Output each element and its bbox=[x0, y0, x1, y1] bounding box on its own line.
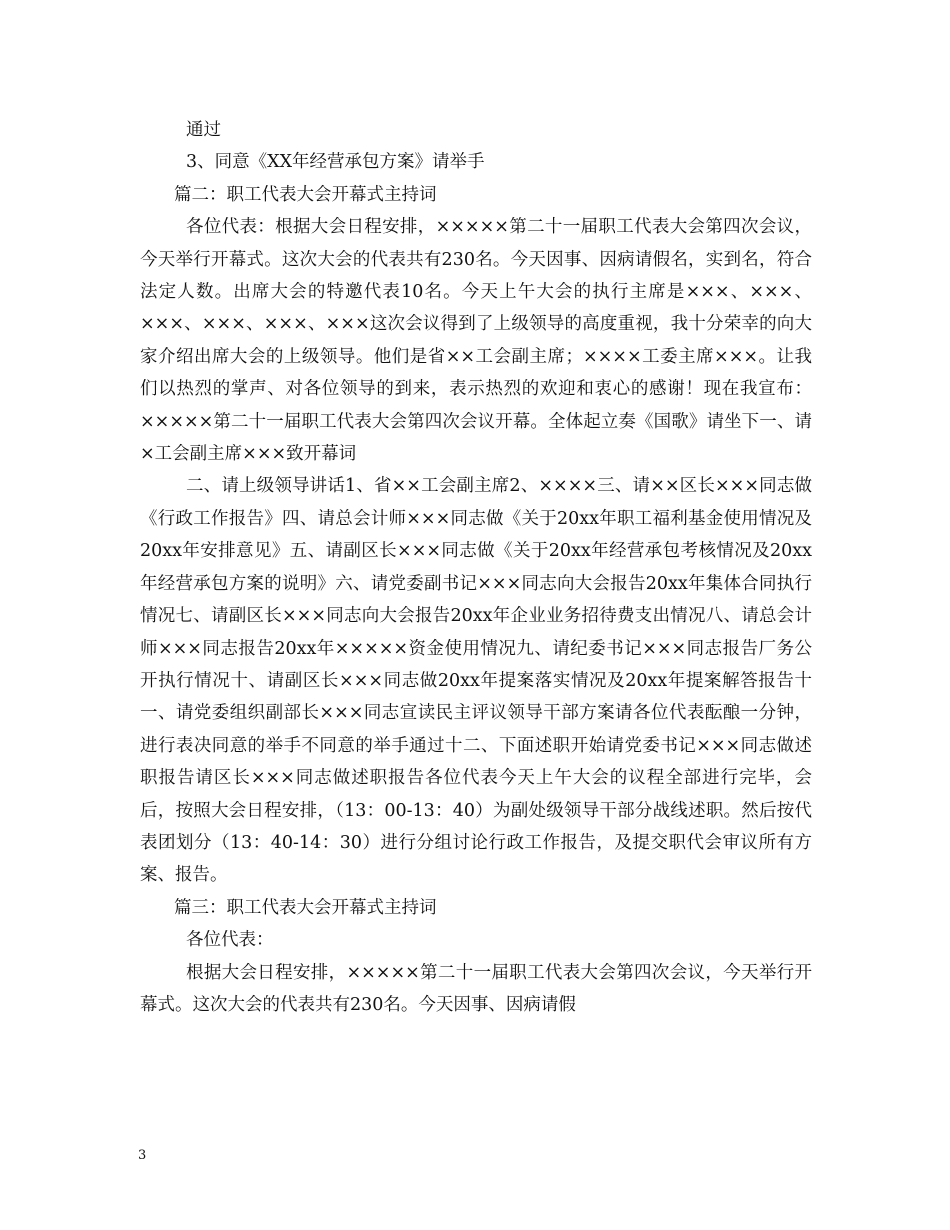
paragraph: 各位代表： bbox=[186, 930, 274, 951]
paragraph: 根据大会日程安排，×××××第二十一届职工代表大会第四次会议，今天举行开幕式。这次大会的代表共有230名。今天因事、因病请假 bbox=[140, 962, 812, 1015]
section-heading: 篇二：职工代表大会开幕式主持词 bbox=[174, 184, 437, 205]
document-body bbox=[140, 114, 812, 1021]
paragraph: 通过 bbox=[186, 120, 221, 140]
page-number: 3 bbox=[138, 1148, 147, 1163]
section-heading: 篇三：职工代表大会开幕式主持词 bbox=[174, 897, 437, 918]
paragraph: 二、请上级领导讲话1、省××工会副主席2、××××三、请××区长×××同志做《行政工作报告》四、请总会计师×××同志做《关于20xx年职工福利基金使用情况及20xx年安排意见》五、请副区长×××同志做《关于20xx年经营承包考核情况及20xx年经营承包方案的说明》六、请党委副书记×××同志向大会报告20xx年集体合同执行情况七、请副区长×××同志向大会报告20xx年企业业务招待费支出情况八、请总会计师×××同志报告20xx年×××××资金使用情况九、请纪委书记×××同志报告厂务公开执行情况十、请副区长×××同志做20xx年提案落实情况及20xx年提案解答报告十一、请党委组织副部长×××同志宣读民主评议领导干部方案请各位代表酝酿一分钟，进行表决同意的举手不同意的举手通过十二、下面述职开始请党委书记×××同志做述职报告请区长×××同志做述职报告各位代表今天上午大会的议程全部进行完毕，会后，按照大会日程安排，（13：00-13：40）为副处级领导干部分战线述职。然后按代表团划分（13：40-14：30）进行分组讨论行政工作报告，及提交职代会审议所有方案、报告。 bbox=[140, 476, 812, 886]
paragraph: 3、同意《XX年经营承包方案》请举手 bbox=[186, 152, 485, 173]
paragraph: 各位代表：根据大会日程安排，×××××第二十一届职工代表大会第四次会议，今天举行开幕式。这次大会的代表共有230名。今天因事、因病请假名，实到名，符合法定人数。出席大会的特邀代表10名。今天上午大会的执行主席是×××、×××、×××、×××、×××、×××这次会议得到了上级领导的高度重视，我十分荣幸的向大家介绍出席大会的上级领导。他们是省××工会副主席；××××工委主席×××。让我们以热烈的掌声、对各位领导的到来，表示热烈的欢迎和衷心的感谢！现在我宣布：×××××第二十一届职工代表大会第四次会议开幕。全体起立奏《国歌》请坐下一、请×工会副主席×××致开幕词 bbox=[140, 217, 812, 465]
